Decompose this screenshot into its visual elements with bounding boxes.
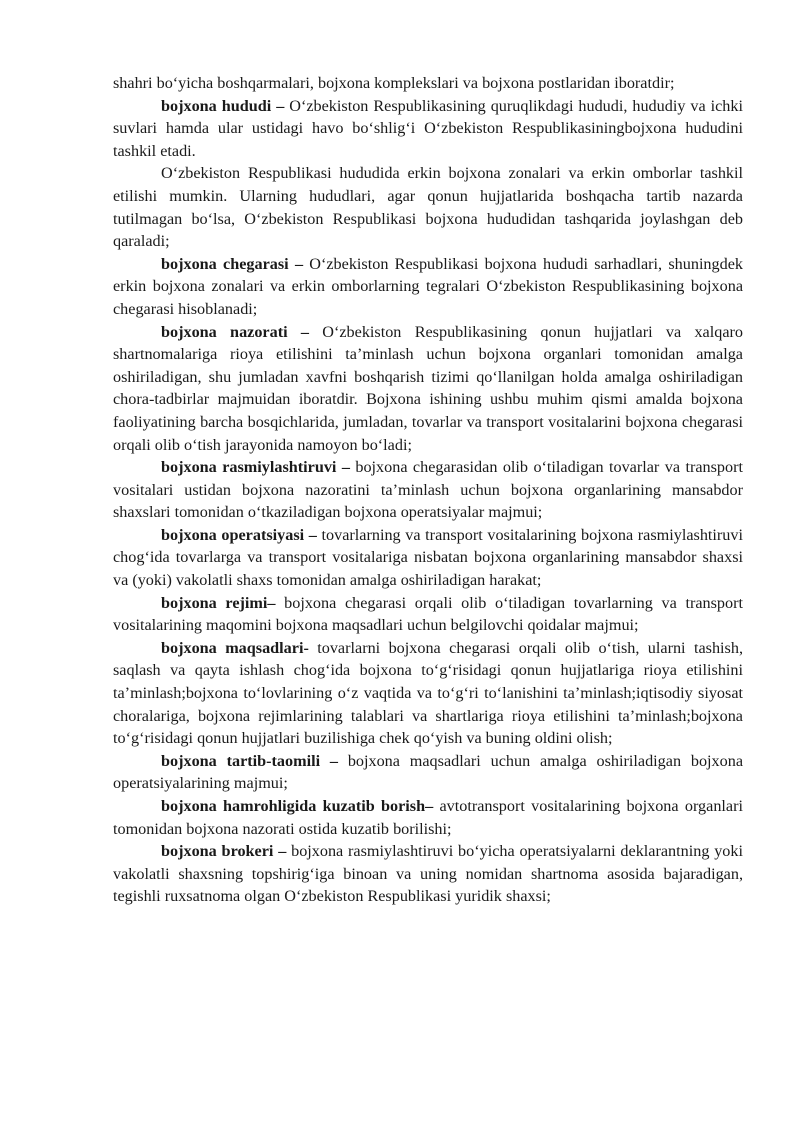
term: bojxona maqsadlari- xyxy=(161,638,318,657)
term: bojxona nazorati – xyxy=(161,322,323,341)
definition-bojxona-nazorati xyxy=(113,321,743,457)
definition-bojxona-operatsiyasi xyxy=(113,524,743,592)
term: bojxona tartib-taomili – xyxy=(161,751,348,770)
definition-bojxona-maqsadlari xyxy=(113,637,743,750)
term: bojxona hamrohligida kuzatib borish– xyxy=(161,797,440,815)
definition-text: O‘zbekiston Respublikasining qonun hujjatlari va xalqaro shartnomalariga rioya etilishini ta’minlash uchun bojxona organlari tomonidan amalga oshiriladigan, shu jumladan xavfni boshqarish tizimi qo‘llanilgan holda amalga oshiriladigan chora-tadbirlar majmuidan iboratdir. Bojxona ishining ushbu muhim qismi amalda bojxona faoliyatining barcha bosqichlarida, jumladan, tovarlar va transport vositalarini bojxona chegarasi orqali olib o‘tish jarayonida namoyon bo‘ladi; xyxy=(113,322,743,454)
term: bojxona hududi – xyxy=(161,96,290,115)
paragraph-continuation xyxy=(113,72,743,95)
paragraph-text: shahri bo‘yicha boshqarmalari, bojxona komplekslari va bojxona postlaridan iboratdir; xyxy=(113,74,675,92)
definition-bojxona-rejimi xyxy=(113,592,743,637)
definition-text: bojxona chegarasidan olib o‘tiladigan tovarlar va transport vositalari ustidan bojxona nazoratini ta’minlash uchun bojxona organlarining mansabdor shaxslari tomonidan o‘tkaziladigan bojxona operatsiyalar majmui; xyxy=(113,458,743,522)
definition-bojxona-hududi xyxy=(113,95,743,163)
term: bojxona operatsiyasi – xyxy=(161,525,322,544)
definition-text: tovarlarning va transport vositalarining bojxona rasmiylashtiruvi chog‘ida tovarlarga va transport vositalariga nisbatan bojxona organlarining mansabdor shaxsi va (yoki) vakolatli shaxs tomonidan amalga oshiriladigan harakat; xyxy=(113,525,743,590)
definition-bojxona-chegarasi xyxy=(113,253,743,321)
paragraph-erkin-zonalar xyxy=(113,162,743,252)
definition-bojxona-rasmiylashtiruvi xyxy=(113,456,743,524)
definition-text: avtotransport vositalarining bojxona organlari tomonidan bojxona nazorati ostida kuzatib borilishi; xyxy=(113,797,743,838)
term: bojxona chegarasi – xyxy=(161,254,310,273)
definition-text: O‘zbekiston Respublikasi bojxona hududi sarhadlari, shuningdek erkin bojxona zonalari va erkin omborlarning tegralari O‘zbekiston Respublikasining bojxona chegarasi hisoblanadi; xyxy=(113,254,743,318)
paragraph-text: O‘zbekiston Respublikasi hududida erkin bojxona zonalari va erkin omborlar tashkil etilishi mumkin. Ularning hududlari, agar qonun hujjatlarida boshqacha tartib nazarda tutilmagan bo‘lsa, O‘zbekiston Respublikasi bojxona hududidan tashqarida joylashgan deb qaraladi; xyxy=(113,164,743,251)
definition-text: bojxona maqsadlari uchun amalga oshiriladigan bojxona operatsiyalarining majmui; xyxy=(113,751,743,793)
definition-text: bojxona chegarasi orqali olib o‘tiladigan tovarlarning va transport vositalarining maqomini bojxona maqsadlari uchun belgilovchi qoidalar majmui; xyxy=(113,593,744,635)
term: bojxona rejimi– xyxy=(161,593,285,612)
definition-bojxona-tartib-taomili xyxy=(113,750,743,795)
definition-bojxona-brokeri xyxy=(113,840,743,908)
definition-bojxona-hamrohligida xyxy=(113,795,743,840)
term: bojxona brokeri – xyxy=(161,842,292,861)
term: bojxona rasmiylashtiruvi – xyxy=(161,458,356,477)
definition-text: bojxona rasmiylashtiruvi bo‘yicha operatsiyalarni deklarantning yoki vakolatli shaxsning topshirig‘iga binoan va uning nomidan shartnoma asosida bajaradigan, tegishli ruxsatnoma olgan O‘zbekiston Respublikasi yuridik shaxsi; xyxy=(113,842,743,906)
definition-text: O‘zbekiston Respublikasining quruqlikdagi hududi, hududiy va ichki suvlari hamda ular ustidagi havo bo‘shlig‘i O‘zbekiston Respublikasiningbojxona hududini tashkil etadi. xyxy=(113,96,743,160)
definition-text: tovarlarni bojxona chegarasi orqali olib o‘tish, ularni tashish, saqlash va qayta ishlash chog‘ida bojxona to‘g‘risidagi qonun hujjatlariga rioya etilishini ta’minlash;bojxona to‘lovlarining o‘z vaqtida va to‘g‘ri to‘lanishini ta’minlash;iqtisodiy siyosat choralariga, bojxona rejimlarining talablari va shartlariga rioya etilishini ta’minlash;bojxona to‘g‘risidagi qonun hujjatlari buzilishiga chek qo‘yish va buning oldini olish; xyxy=(113,638,743,748)
document-page xyxy=(113,72,743,908)
